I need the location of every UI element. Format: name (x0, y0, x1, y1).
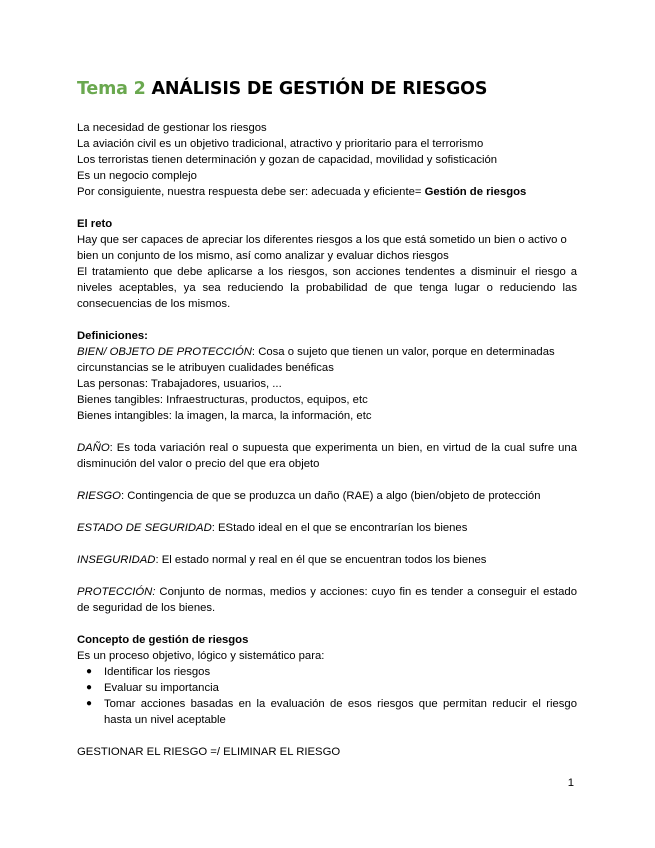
intro-conclusion-bold: Gestión de riesgos (424, 186, 527, 198)
bien-text: : Cosa o sujeto que tienen un valor, porque en determinadas circunstancias se le atribuyen cualidades benéficas (77, 346, 555, 374)
definicion-dano (77, 440, 577, 472)
definicion-inseguridad (77, 552, 577, 568)
concepto-list (77, 664, 577, 728)
intro-conclusion-text: Por consiguiente, nuestra respuesta debe ser: adecuada y eficiente= (77, 186, 425, 198)
reto-paragraph-2: El tratamiento que debe aplicarse a los riesgos, son acciones tendentes a disminuir el riesgo a niveles aceptables, ya sea reduciendo la probabilidad de que tenga lugar o reduciendo las consecuencias de los mismos. (77, 266, 577, 310)
document-body (77, 78, 577, 760)
closing-statement: GESTIONAR EL RIESGO =/ ELIMINAR EL RIESGO (77, 746, 341, 758)
riesgo-term: RIESGO (77, 490, 121, 502)
bien-tangibles: Bienes tangibles: Infraestructuras, productos, equipos, etc (77, 394, 368, 406)
definicion-estado-seguridad (77, 520, 577, 536)
list-item-text: Identificar los riesgos (104, 666, 211, 678)
intro-line: La necesidad de gestionar los riesgos (77, 122, 267, 134)
concepto-heading: Concepto de gestión de riesgos (77, 634, 249, 646)
reto-heading: El reto (77, 218, 113, 230)
intro-line: La aviación civil es un objetivo tradicional, atractivo y prioritario para el terrorismo (77, 138, 484, 150)
bullet-icon: ● (86, 666, 93, 677)
inseguridad-text: : El estado normal y real en él que se encuentran todos los bienes (155, 554, 487, 566)
definicion-proteccion (77, 584, 577, 616)
list-item (77, 680, 577, 696)
bien-personas: Las personas: Trabajadores, usuarios, ... (77, 378, 282, 390)
page-title (77, 78, 577, 100)
reto-paragraph-1: Hay que ser capaces de apreciar los diferentes riesgos a los que está sometido un bien o activo o bien un conjunto de los mismo, así como analizar y evaluar dichos riesgos (77, 234, 567, 262)
dano-term: DAÑO (77, 442, 110, 454)
estado-text: : EStado ideal en el que se encontrarían los bienes (211, 522, 468, 534)
title-label: Tema 2 (77, 79, 146, 99)
estado-term: ESTADO DE SEGURIDAD (77, 522, 212, 534)
dano-text: : Es toda variación real o supuesta que experimenta un bien, en virtud de la cual sufre una disminución del valor o precio del que era objeto (77, 442, 577, 470)
definicion-bien (77, 344, 577, 376)
list-item (77, 696, 577, 728)
bien-intangibles: Bienes intangibles: la imagen, la marca, la información, etc (77, 410, 372, 422)
bien-term: BIEN/ OBJETO DE PROTECCIÓN (77, 346, 252, 358)
page-number: 1 (567, 777, 574, 789)
bullet-icon: ● (86, 682, 93, 693)
intro-line: Es un negocio complejo (77, 170, 197, 182)
proteccion-text: Conjunto de normas, medios y acciones: cuyo fin es tender a conseguir el estado de seguridad de los bienes. (77, 586, 577, 614)
riesgo-text: : Contingencia de que se produzca un daño (RAE) a algo (bien/objeto de protección (120, 490, 541, 502)
inseguridad-term: INSEGURIDAD (77, 554, 156, 566)
list-item (77, 664, 577, 680)
list-item-text: Evaluar su importancia (104, 682, 219, 694)
intro-conclusion (77, 184, 577, 200)
bullet-icon: ● (86, 698, 93, 709)
proteccion-term: PROTECCIÓN: (77, 586, 156, 598)
intro-line: Los terroristas tienen determinación y gozan de capacidad, movilidad y sofisticación (77, 154, 498, 166)
definiciones-heading: Definiciones: (77, 330, 148, 342)
concepto-intro: Es un proceso objetivo, lógico y sistemático para: (77, 650, 325, 662)
list-item-text: Tomar acciones basadas en la evaluación de esos riesgos que permitan reducir el riesgo hasta un nivel aceptable (104, 698, 577, 726)
definicion-riesgo (77, 488, 577, 504)
title-text: ANÁLISIS DE GESTIÓN DE RIESGOS (151, 79, 488, 99)
